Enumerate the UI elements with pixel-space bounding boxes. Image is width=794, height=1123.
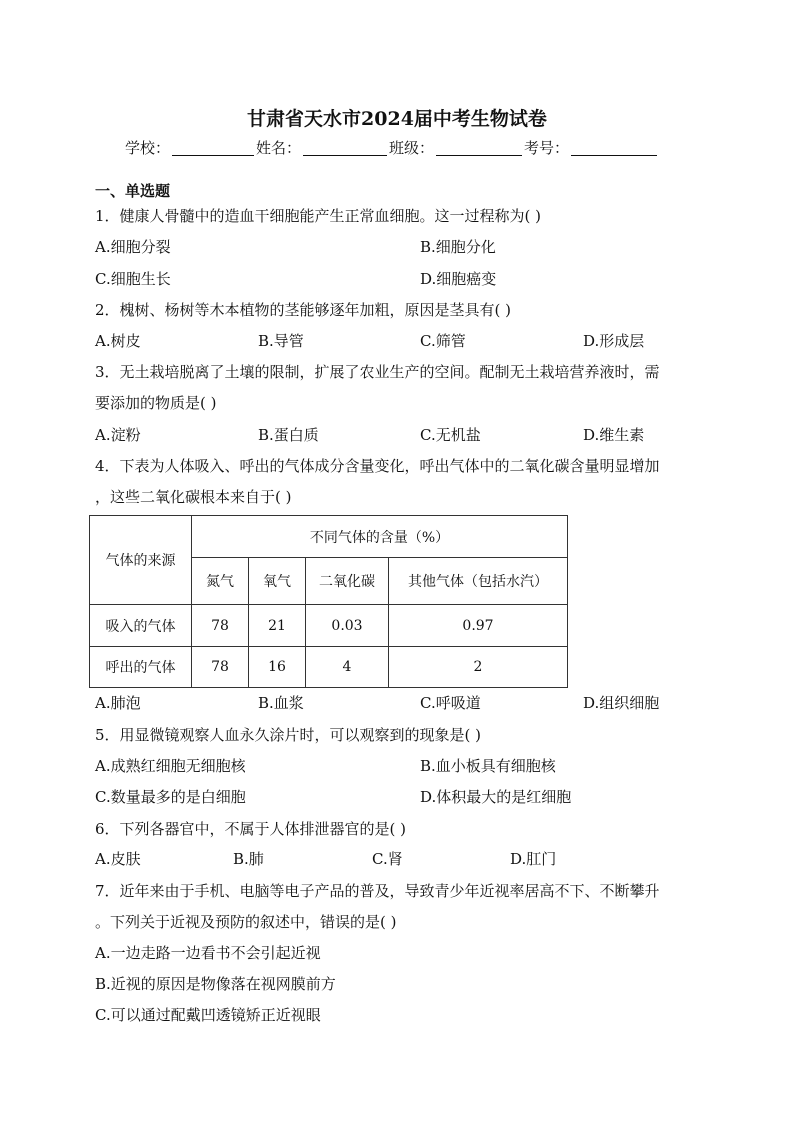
class-blank[interactable] [436, 141, 522, 156]
q7-option-a[interactable]: A.一边走路一边看书不会引起近视 [95, 944, 321, 962]
q5-option-b[interactable]: B.血小板具有细胞核 [420, 757, 556, 775]
question-6-stem: 6．下列各器官中，不属于人体排泄器官的是( ) [95, 820, 407, 838]
question-4-stem: 4．下表为人体吸入、呼出的气体成分含量变化，呼出气体中的二氧化碳含量明显增加 [95, 457, 660, 475]
q6-option-d[interactable]: D.肛门 [510, 850, 557, 868]
table-cell: 4 [306, 647, 389, 688]
q6-option-b[interactable]: B.肺 [233, 850, 264, 868]
q6-option-c[interactable]: C.肾 [372, 850, 403, 868]
q1-option-b[interactable]: B.细胞分化 [420, 238, 496, 256]
school-blank[interactable] [172, 141, 254, 156]
q5-option-d[interactable]: D.体积最大的是红细胞 [420, 788, 572, 806]
table-row [90, 647, 568, 688]
q4-option-b[interactable]: B.血浆 [258, 694, 304, 712]
q2-option-a[interactable]: A.树皮 [95, 332, 141, 350]
number-label: 考号： [524, 139, 570, 157]
q2-option-b[interactable]: B.导管 [258, 332, 304, 350]
row-label: 呼出的气体 [90, 647, 192, 688]
question-3-stem: 3．无土栽培脱离了土壤的限制，扩展了农业生产的空间。配制无土栽培营养液时，需 [95, 363, 660, 381]
class-label: 班级： [389, 139, 435, 157]
q7-option-c[interactable]: C.可以通过配戴凹透镜矫正近视眼 [95, 1006, 321, 1024]
table-cell: 78 [192, 647, 249, 688]
q3-option-d[interactable]: D.维生素 [583, 426, 645, 444]
row-label: 吸入的气体 [90, 605, 192, 647]
q6-option-a[interactable]: A.皮肤 [95, 850, 141, 868]
gas-composition-table [89, 515, 568, 688]
question-5-stem: 5．用显微镜观察人血永久涂片时，可以观察到的现象是( ) [95, 726, 482, 744]
name-label: 姓名： [256, 139, 302, 157]
q1-option-d[interactable]: D.细胞癌变 [420, 270, 497, 288]
q7-option-b[interactable]: B.近视的原因是物像落在视网膜前方 [95, 975, 336, 993]
column-header: 氮气 [192, 558, 249, 605]
q1-option-a[interactable]: A.细胞分裂 [95, 238, 171, 256]
column-header: 二氧化碳 [306, 558, 389, 605]
table-cell: 2 [389, 647, 568, 688]
school-label: 学校： [125, 139, 171, 157]
q5-option-a[interactable]: A.成熟红细胞无细胞核 [95, 757, 246, 775]
q3-option-c[interactable]: C.无机盐 [420, 426, 481, 444]
q2-option-c[interactable]: C.筛管 [420, 332, 466, 350]
column-header: 氧气 [249, 558, 306, 605]
column-header: 其他气体（包括水汽） [389, 558, 568, 605]
student-info-row [125, 137, 659, 158]
table-cell: 78 [192, 605, 249, 647]
question-2-stem: 2．槐树、杨树等木本植物的茎能够逐年加粗，原因是茎具有( ) [95, 301, 512, 319]
exam-title: 甘肃省天水市2024届中考生物试卷 [247, 108, 547, 130]
table-cell: 16 [249, 647, 306, 688]
table-cell: 21 [249, 605, 306, 647]
q3-option-a[interactable]: A.淀粉 [95, 426, 141, 444]
q3-option-b[interactable]: B.蛋白质 [258, 426, 319, 444]
q5-option-c[interactable]: C.数量最多的是白细胞 [95, 788, 246, 806]
q4-option-a[interactable]: A.肺泡 [95, 694, 141, 712]
q4-option-c[interactable]: C.呼吸道 [420, 694, 481, 712]
question-7-stem-cont: 。下列关于近视及预防的叙述中，错误的是( ) [95, 913, 397, 931]
q4-option-d[interactable]: D.组织细胞 [583, 694, 660, 712]
question-3-stem-cont: 要添加的物质是( ) [95, 394, 217, 412]
q2-option-d[interactable]: D.形成层 [583, 332, 645, 350]
table-cell: 0.97 [389, 605, 568, 647]
q1-option-c[interactable]: C.细胞生长 [95, 270, 171, 288]
number-blank[interactable] [571, 141, 657, 156]
group-header-cell: 不同气体的含量（%） [192, 516, 568, 558]
question-7-stem: 7．近年来由于手机、电脑等电子产品的普及，导致青少年近视率居高不下、不断攀升 [95, 882, 660, 900]
table-cell: 0.03 [306, 605, 389, 647]
name-blank[interactable] [303, 141, 387, 156]
table-row [90, 605, 568, 647]
row-header-cell: 气体的来源 [90, 516, 192, 605]
section-heading: 一、单选题 [95, 182, 171, 200]
question-4-stem-cont: ，这些二氧化碳根本来自于( ) [95, 488, 292, 506]
question-1-stem: 1．健康人骨髓中的造血干细胞能产生正常血细胞。这一过程称为( ) [95, 207, 542, 225]
